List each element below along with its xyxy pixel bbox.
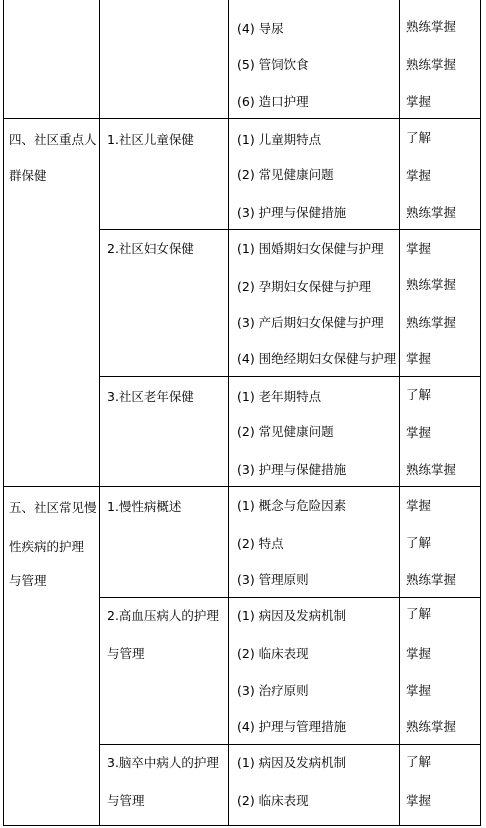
row-border: [99, 376, 481, 377]
topic-label: 与管理: [107, 793, 145, 808]
item-content: (3) 治疗原则: [237, 683, 309, 698]
column-border: [399, 0, 400, 825]
item-content: (4) 导尿: [237, 21, 284, 36]
item-content: (2) 常见健康问题: [237, 167, 334, 182]
topic-label: 1.社区儿童保健: [107, 132, 194, 147]
item-content: (3) 管理原则: [237, 572, 309, 587]
item-content: (4) 围绝经期妇女保健与护理: [237, 351, 397, 366]
item-content: (3) 护理与保健措施: [237, 205, 347, 220]
item-level: 熟练掌握: [406, 277, 457, 292]
item-content: (2) 临床表现: [237, 646, 309, 661]
topic-label: 2.社区妇女保健: [107, 241, 194, 256]
section-label: 与管理: [9, 573, 47, 588]
topic-label: 2.高血压病人的护理: [107, 608, 219, 623]
item-level: 掌握: [406, 241, 432, 256]
item-content: (2) 特点: [237, 536, 284, 551]
item-level: 掌握: [406, 498, 432, 513]
item-content: (4) 护理与管理措施: [237, 719, 347, 734]
item-level: 了解: [406, 606, 432, 621]
item-level: 熟练掌握: [406, 719, 457, 734]
column-border: [99, 0, 100, 825]
item-level: 了解: [406, 754, 432, 769]
item-level: 熟练掌握: [406, 57, 457, 72]
item-level: 掌握: [406, 168, 432, 183]
topic-label: 3.脑卒中病人的护理: [107, 755, 219, 770]
item-level: 了解: [406, 130, 432, 145]
item-content: (1) 老年期特点: [237, 389, 322, 404]
item-content: (1) 围婚期妇女保健与护理: [237, 241, 384, 256]
item-level: 熟练掌握: [406, 572, 457, 587]
row-border: [3, 486, 481, 487]
row-border: [99, 744, 481, 745]
section-label: 群保健: [9, 168, 47, 183]
item-content: (5) 管饲饮食: [237, 57, 309, 72]
section-label: 性疾病的护理: [9, 539, 85, 554]
section-label: 五、社区常见慢: [9, 500, 97, 515]
item-level: 了解: [406, 535, 432, 550]
item-level: 熟练掌握: [406, 205, 457, 220]
topic-label: 1.慢性病概述: [107, 499, 182, 514]
item-level: 熟练掌握: [406, 462, 457, 477]
item-content: (3) 护理与保健措施: [237, 462, 347, 477]
item-level: 熟练掌握: [406, 19, 457, 34]
item-content: (1) 儿童期特点: [237, 132, 322, 147]
item-content: (3) 产后期妇女保健与护理: [237, 315, 384, 330]
section-label: 四、社区重点人: [9, 132, 97, 147]
item-level: 掌握: [406, 351, 432, 366]
row-border: [99, 597, 481, 598]
item-content: (2) 孕期妇女保健与护理: [237, 279, 372, 294]
column-border: [480, 0, 481, 825]
item-level: 掌握: [406, 425, 432, 440]
column-border: [228, 0, 229, 825]
item-content: (1) 病因及发病机制: [237, 608, 347, 623]
item-content: (1) 概念与危险因素: [237, 498, 347, 513]
item-content: (2) 常见健康问题: [237, 424, 334, 439]
item-level: 掌握: [406, 793, 432, 808]
item-level: 了解: [406, 387, 432, 402]
topic-label: 3.社区老年保健: [107, 389, 194, 404]
item-level: 掌握: [406, 94, 432, 109]
topic-label: 与管理: [107, 646, 145, 661]
item-content: (1) 病因及发病机制: [237, 755, 347, 770]
column-border: [3, 0, 4, 825]
item-content: (2) 临床表现: [237, 793, 309, 808]
row-border: [3, 118, 481, 119]
item-content: (6) 造口护理: [237, 94, 309, 109]
row-border: [99, 229, 481, 230]
item-level: 掌握: [406, 683, 432, 698]
syllabus-table: [3, 0, 481, 826]
table-bottom-border: [3, 825, 481, 826]
item-level: 熟练掌握: [406, 315, 457, 330]
item-level: 掌握: [406, 646, 432, 661]
